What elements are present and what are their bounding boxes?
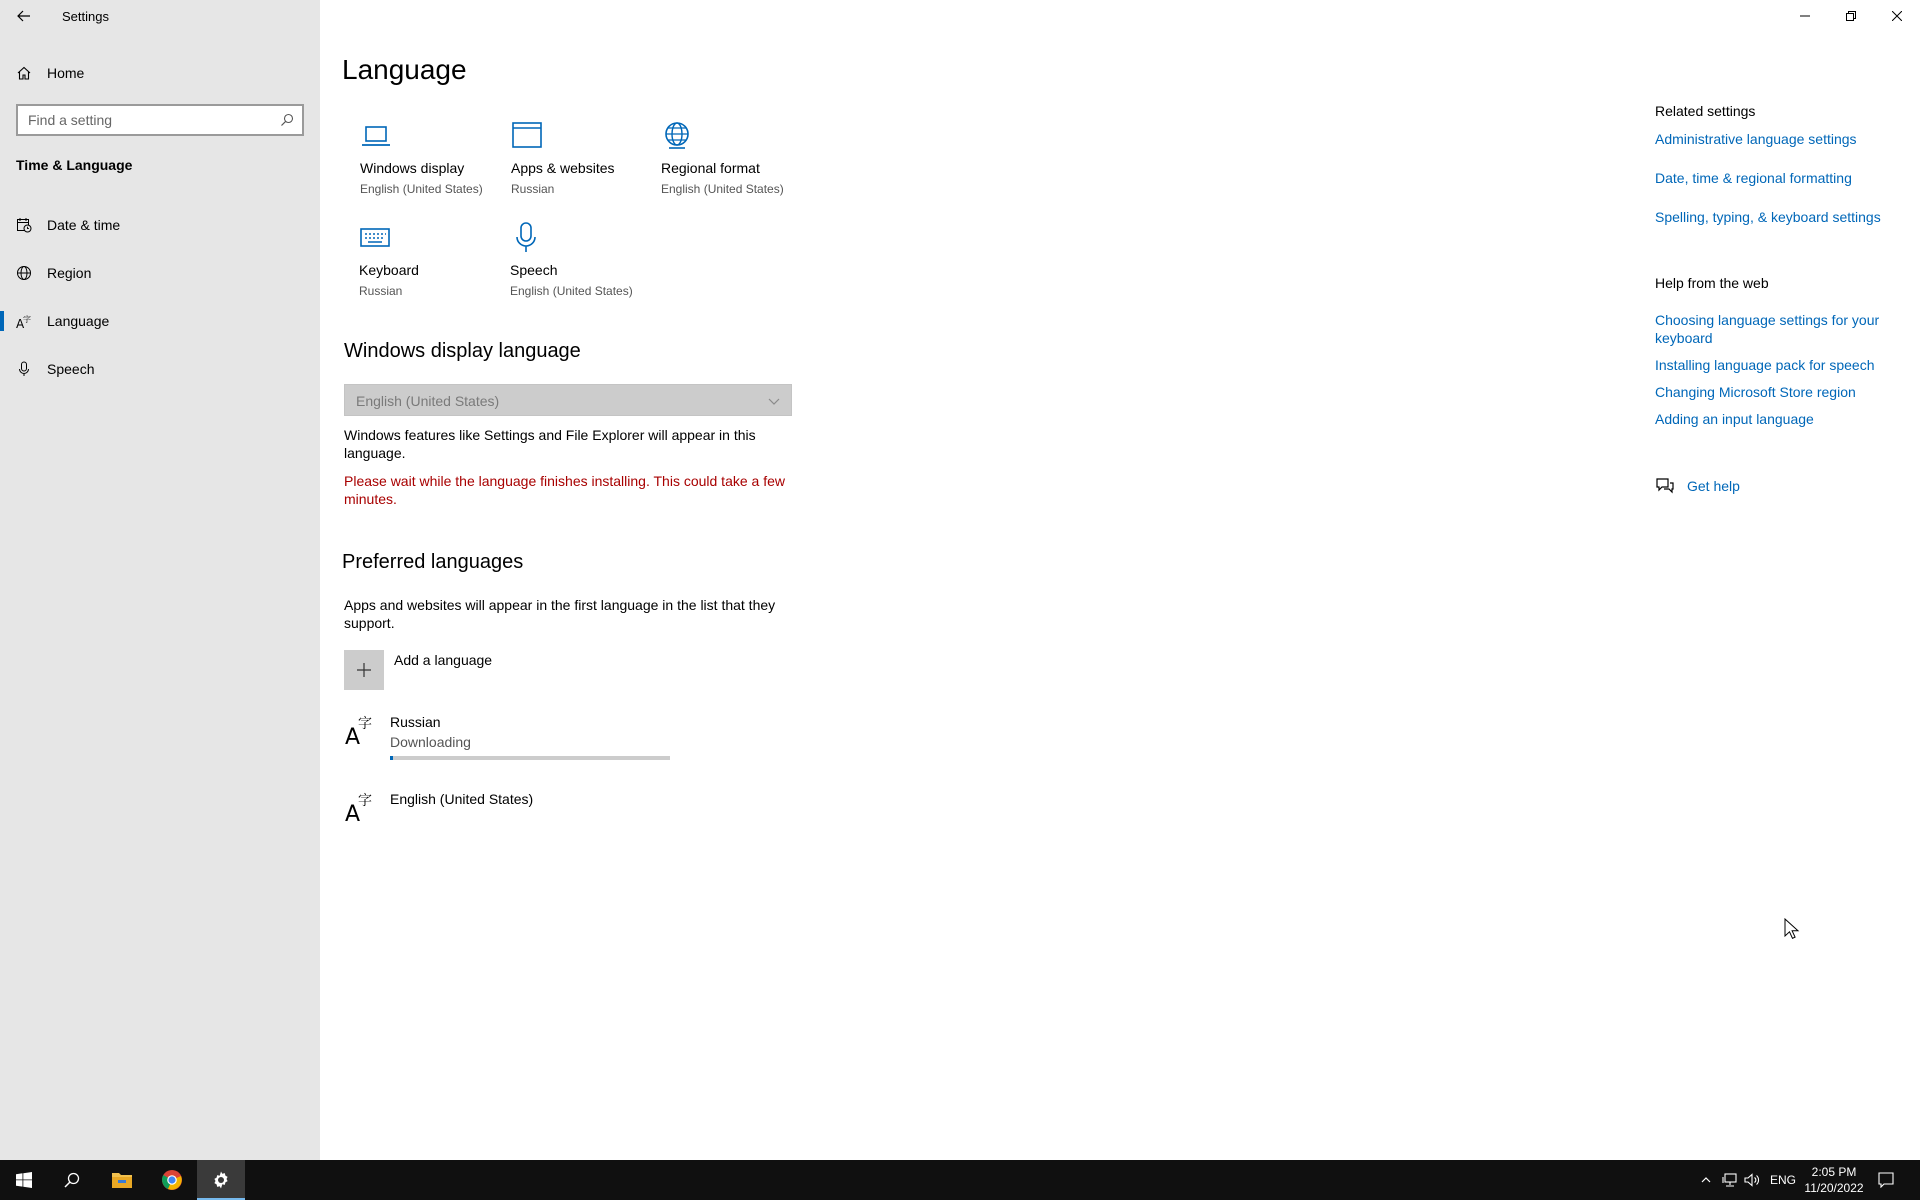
calendar-clock-icon xyxy=(16,217,32,233)
search-icon xyxy=(64,1172,80,1188)
minimize-button[interactable] xyxy=(1782,0,1828,32)
svg-text:A: A xyxy=(345,802,361,823)
tile-title: Windows display xyxy=(360,160,465,176)
svg-text:字: 字 xyxy=(358,716,372,732)
back-button[interactable] xyxy=(10,2,38,30)
tile-apps-websites[interactable] xyxy=(511,120,661,210)
link-adding-input-language[interactable]: Adding an input language xyxy=(1655,411,1814,427)
link-spelling-typing[interactable]: Spelling, typing, & keyboard settings xyxy=(1655,209,1881,225)
sidebar xyxy=(0,0,320,1160)
start-button[interactable] xyxy=(0,1160,48,1200)
sidebar-item-region[interactable] xyxy=(0,253,320,293)
show-hidden-icons-button[interactable] xyxy=(1698,1160,1714,1200)
sidebar-item-language[interactable] xyxy=(0,301,320,341)
dropdown-value: English (United States) xyxy=(356,393,500,409)
add-language-box xyxy=(344,650,384,690)
help-heading: Help from the web xyxy=(1655,275,1769,291)
page-title: Language xyxy=(342,54,467,85)
network-button[interactable] xyxy=(1720,1160,1740,1200)
settings-taskbar-button[interactable] xyxy=(197,1160,245,1200)
link-installing-language-pack[interactable]: Installing language pack for speech xyxy=(1655,357,1875,373)
link-changing-store-region[interactable]: Changing Microsoft Store region xyxy=(1655,384,1856,400)
svg-text:字: 字 xyxy=(358,793,372,809)
keyboard-icon xyxy=(359,222,391,254)
mouse-cursor-icon xyxy=(1784,918,1800,940)
tile-regional-format[interactable] xyxy=(661,120,811,210)
language-item-english[interactable] xyxy=(344,789,744,849)
section-title: Time & Language xyxy=(16,157,133,173)
tile-subtitle: English (United States) xyxy=(661,182,784,196)
language-status: Downloading xyxy=(390,734,471,750)
tile-subtitle: English (United States) xyxy=(360,182,483,196)
sidebar-item-date-time[interactable] xyxy=(0,205,320,245)
install-warning: Please wait while the language finishes installing. This could take a few minutes. xyxy=(344,473,785,507)
plus-icon xyxy=(356,662,372,678)
preferred-languages-description: Apps and websites will appear in the first language in the list that they support. xyxy=(344,597,776,631)
chevron-up-icon xyxy=(1701,1177,1711,1183)
clock-time: 2:05 PM xyxy=(1811,1165,1857,1179)
input-language-label: ENG xyxy=(1769,1173,1796,1187)
chevron-down-icon xyxy=(767,394,781,408)
tile-title: Apps & websites xyxy=(511,160,615,176)
language-icon xyxy=(16,313,32,329)
microphone-icon xyxy=(510,222,542,254)
tile-subtitle: Russian xyxy=(359,284,403,298)
gear-icon xyxy=(212,1171,230,1189)
display-language-description: Windows features like Settings and File Explorer will appear in this language. xyxy=(344,427,756,461)
svg-text:字: 字 xyxy=(23,315,31,324)
chat-help-icon xyxy=(1655,476,1675,496)
clock-date: 11/20/2022 xyxy=(1804,1181,1864,1195)
restore-button[interactable] xyxy=(1828,0,1874,32)
app-title: Settings xyxy=(62,9,109,24)
tile-title: Regional format xyxy=(661,160,760,176)
language-name: Russian xyxy=(390,714,441,730)
window-icon xyxy=(511,120,543,152)
tile-speech[interactable] xyxy=(510,222,660,312)
laptop-icon xyxy=(360,120,392,152)
download-progress-fill xyxy=(390,756,393,760)
language-name: English (United States) xyxy=(390,791,534,807)
taskbar-search-button[interactable] xyxy=(48,1160,96,1200)
close-icon xyxy=(1892,11,1902,21)
display-language-heading: Windows display language xyxy=(344,340,581,362)
search-input[interactable] xyxy=(18,106,258,134)
svg-text:A: A xyxy=(345,725,361,746)
related-settings-heading: Related settings xyxy=(1655,103,1756,119)
svg-text:A: A xyxy=(16,317,25,329)
tile-subtitle: English (United States) xyxy=(510,284,633,298)
windows-logo-icon xyxy=(16,1172,32,1188)
input-language-indicator[interactable] xyxy=(1768,1160,1798,1200)
sidebar-item-label: Date & time xyxy=(47,217,121,233)
clock[interactable] xyxy=(1796,1164,1872,1196)
globe-icon xyxy=(661,120,693,152)
display-language-dropdown[interactable] xyxy=(344,384,792,416)
add-language-button[interactable] xyxy=(344,650,644,690)
tile-subtitle: Russian xyxy=(511,182,555,196)
volume-button[interactable] xyxy=(1742,1160,1762,1200)
tile-title: Keyboard xyxy=(359,262,419,278)
close-button[interactable] xyxy=(1874,0,1920,32)
microphone-icon xyxy=(16,361,32,377)
link-date-time-formatting[interactable]: Date, time & regional formatting xyxy=(1655,170,1852,186)
folder-icon xyxy=(111,1171,133,1189)
tile-windows-display[interactable] xyxy=(360,120,510,210)
speaker-icon xyxy=(1744,1173,1760,1187)
search-box xyxy=(16,104,304,136)
sidebar-item-label: Speech xyxy=(47,361,95,377)
link-choosing-language-keyboard[interactable]: Choosing language settings for your keyboard xyxy=(1655,312,1880,346)
sidebar-item-label: Region xyxy=(47,265,92,281)
preferred-languages-heading: Preferred languages xyxy=(342,551,524,573)
chrome-icon xyxy=(161,1169,183,1191)
restore-icon xyxy=(1846,11,1856,21)
sidebar-item-speech[interactable] xyxy=(0,349,320,389)
taskbar xyxy=(0,1160,1920,1200)
notification-icon xyxy=(1878,1172,1894,1188)
minimize-icon xyxy=(1800,11,1810,21)
language-item-russian[interactable] xyxy=(344,712,744,772)
get-help-link[interactable]: Get help xyxy=(1687,478,1740,494)
language-icon xyxy=(344,714,376,746)
sidebar-item-label: Home xyxy=(47,65,85,81)
globe-icon xyxy=(16,265,32,281)
add-language-label: Add a language xyxy=(394,652,493,668)
chrome-button[interactable] xyxy=(148,1160,196,1200)
language-icon xyxy=(344,791,376,823)
search-icon[interactable] xyxy=(280,113,294,127)
file-explorer-button[interactable] xyxy=(98,1160,146,1200)
link-administrative-language[interactable]: Administrative language settings xyxy=(1655,131,1857,147)
tile-keyboard[interactable] xyxy=(359,222,509,312)
sidebar-item-home[interactable] xyxy=(0,58,320,88)
download-progress-bar xyxy=(390,756,670,760)
back-arrow-icon xyxy=(17,10,31,22)
action-center-button[interactable] xyxy=(1876,1160,1896,1200)
home-icon xyxy=(16,65,32,81)
tile-title: Speech xyxy=(510,262,558,278)
network-icon xyxy=(1722,1173,1738,1187)
sidebar-item-label: Language xyxy=(47,313,110,329)
